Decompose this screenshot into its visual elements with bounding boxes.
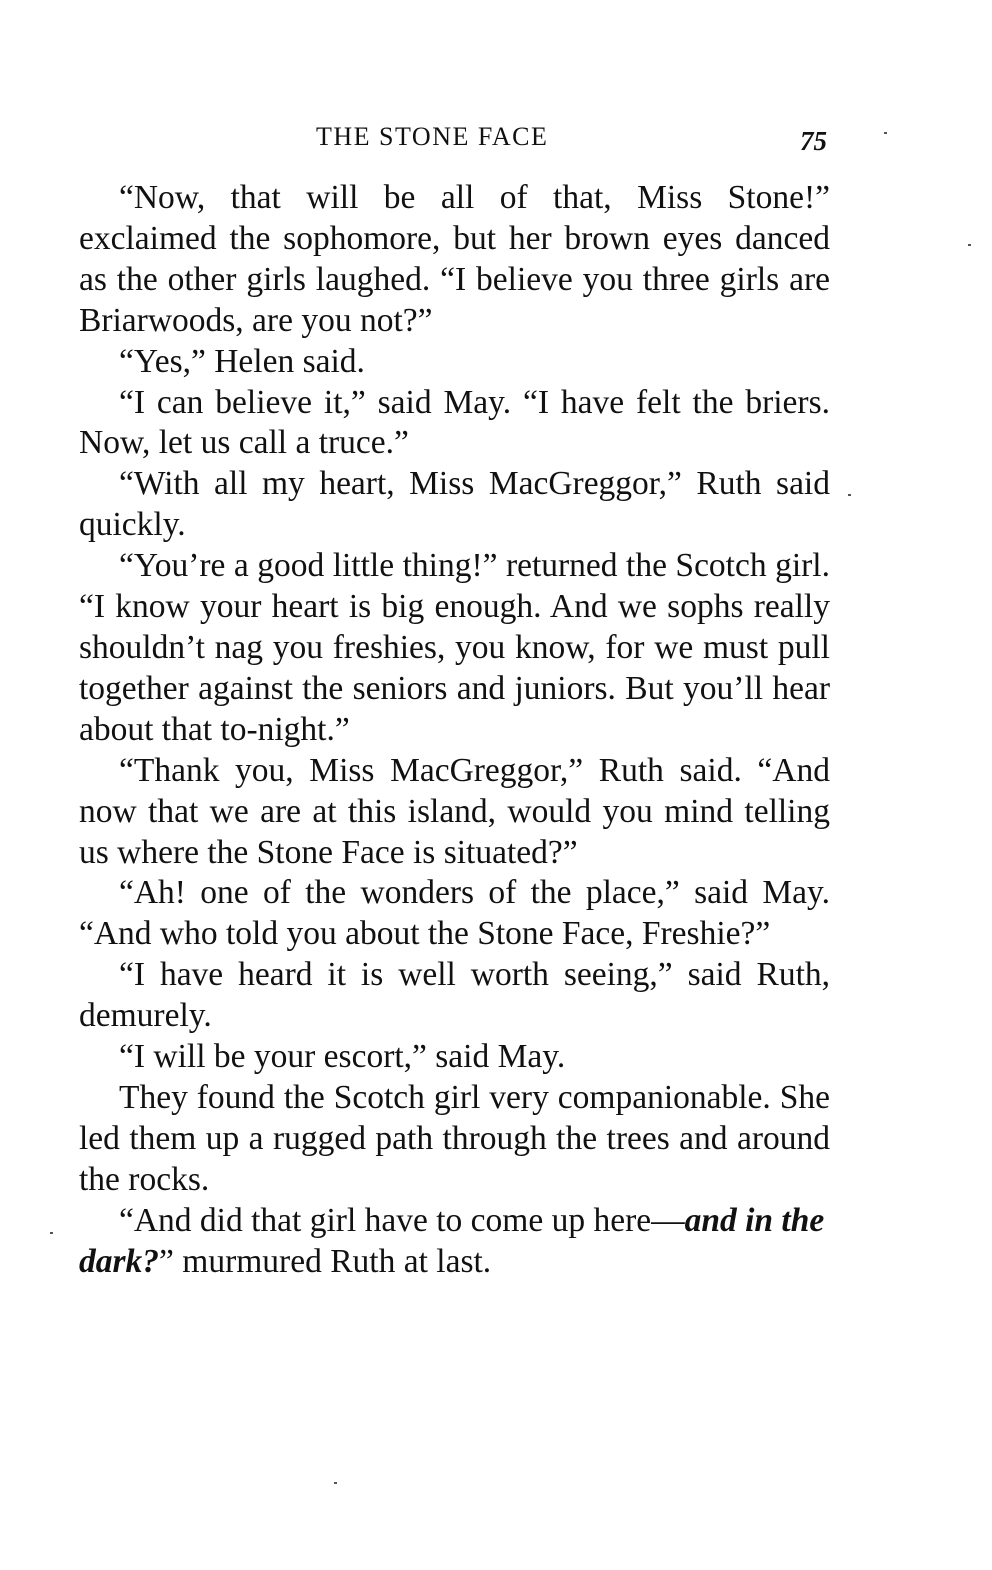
paragraph: They found the Scotch girl very companionable. She led them up a rugged path through the trees and around the rocks. (79, 1078, 830, 1198)
print-speck (968, 244, 971, 246)
paragraph-emphasis: and in the dark? (79, 1201, 825, 1280)
paragraph: “Yes,” Helen said. (119, 342, 365, 380)
paragraph: “I have heard it is well worth seeing,” said Ruth, demurely. (79, 956, 830, 1035)
paragraph (79, 1201, 830, 1283)
paragraph: “You’re a good little thing!” returned the Scotch girl. “I know your heart is big enough. And we sophs really shouldn’t nag you freshies, you know, for we must pull together against the seniors and juniors. But you’ll hear about that to-night.” (79, 547, 830, 748)
paragraph: “I can believe it,” said May. “I have felt the briers. Now, let us call a truce.” (79, 383, 830, 462)
print-speck (884, 132, 887, 134)
paragraph: “I will be your escort,” said May. (119, 1038, 566, 1076)
paragraph: “Ah! one of the wonders of the place,” said May. “And who told you about the Stone Face, Freshie?” (79, 874, 830, 953)
print-speck (848, 494, 851, 496)
body-text (79, 178, 830, 1282)
paragraph-text-start: “And did that girl have to come up here— (119, 1201, 685, 1239)
page-number: 75 (800, 126, 827, 156)
paragraph-text-end: ” murmured Ruth at last. (159, 1242, 492, 1280)
print-speck (50, 1232, 53, 1234)
paragraph: “Thank you, Miss MacGreggor,” Ruth said. “And now that we are at this island, would you mind telling us where the Stone Face is situated?” (79, 751, 830, 871)
running-head-title: THE STONE FACE (316, 122, 549, 151)
paragraph: “Now, that will be all of that, Miss Stone!” exclaimed the sophomore, but her brown eyes danced as the other girls laughed. “I believe you three girls are Briarwoods, are you not?” (79, 179, 830, 339)
print-speck (334, 1482, 337, 1484)
paragraph: “With all my heart, Miss MacGreggor,” Ruth said quickly. (79, 465, 830, 544)
